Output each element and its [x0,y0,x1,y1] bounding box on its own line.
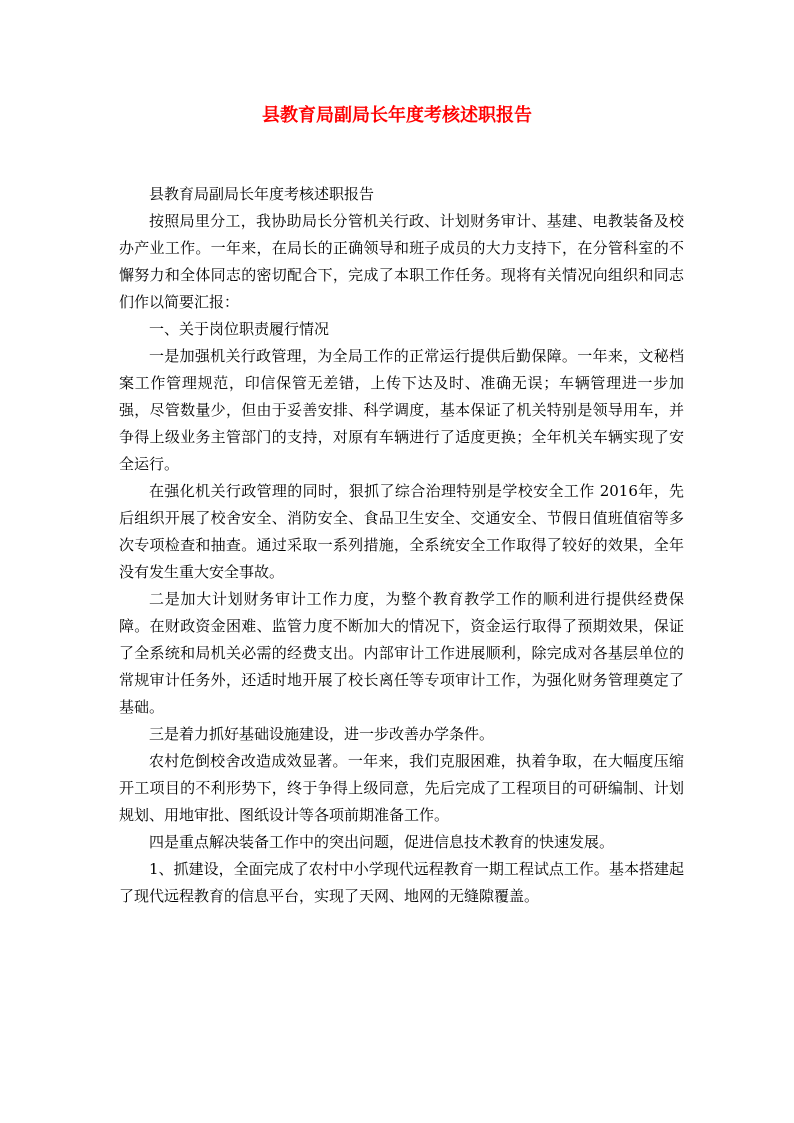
paragraph-finance-audit: 二是加大计划财务审计工作力度，为整个教育教学工作的顺利进行提供经费保障。在财政资金困难、监管力度不断加大的情况下，资金运行取得了预期效果，保证了全系统和局机关必需的经费支出。内部审计工作进展顺利，除完成对各基层单位的常规审计任务外，还适时地开展了校长离任等专项审计工作，为强化财务管理奠定了基础。 [119,590,684,716]
document-body [119,181,684,910]
paragraph-intro: 按照局里分工，我协助局长分管机关行政、计划财务审计、基建、电教装备及校办产业工作。一年来，在局长的正确领导和班子成员的大力支持下，在分管科室的不懈努力和全体同志的密切配合下，完成了本职工作任务。现将有关情况向组织和同志们作以简要汇报： [119,212,684,311]
paragraph-heading-repeat: 县教育局副局长年度考核述职报告 [149,185,375,203]
paragraph-equipment: 四是重点解决装备工作中的突出问题，促进信息技术教育的快速发展。 [149,833,615,851]
paragraph-safety-work: 在强化机关行政管理的同时，狠抓了综合治理特别是学校安全工作 2016年，先后组织开展了校舍安全、消防安全、食品卫生安全、交通安全、节假日值班值宿等多次专项检查和抽查。通过采取一系列措施，全系统安全工作取得了较好的效果，全年没有发生重大安全事故。 [119,482,684,581]
section-heading-duties: 一、关于岗位职责履行情况 [149,320,330,338]
paragraph-remote-education: 1、抓建设，全面完成了农村中小学现代远程教育一期工程试点工作。基本搭建起了现代远程教育的信息平台，实现了天网、地网的无缝隙覆盖。 [119,860,684,905]
paragraph-infrastructure: 三是着力抓好基础设施建设，进一步改善办学条件。 [149,725,495,743]
document-title: 县教育局副局长年度考核述职报告 [262,105,532,126]
paragraph-school-renovation: 农村危倒校舍改造成效显著。一年来，我们克服困难，执着争取，在大幅度压缩开工项目的不利形势下，终于争得上级同意，先后完成了工程项目的可研编制、计划规划、用地审批、图纸设计等各项前期准备工作。 [119,752,684,824]
paragraph-admin-management: 一是加强机关行政管理，为全局工作的正常运行提供后勤保障。一年来，文秘档案工作管理规范，印信保管无差错，上传下达及时、准确无误；车辆管理进一步加强，尽管数量少，但由于妥善安排、科学调度，基本保证了机关特别是领导用车，并争得上级业务主管部门的支持，对原有车辆进行了适度更换；全年机关车辆实现了安全运行。 [119,347,684,473]
